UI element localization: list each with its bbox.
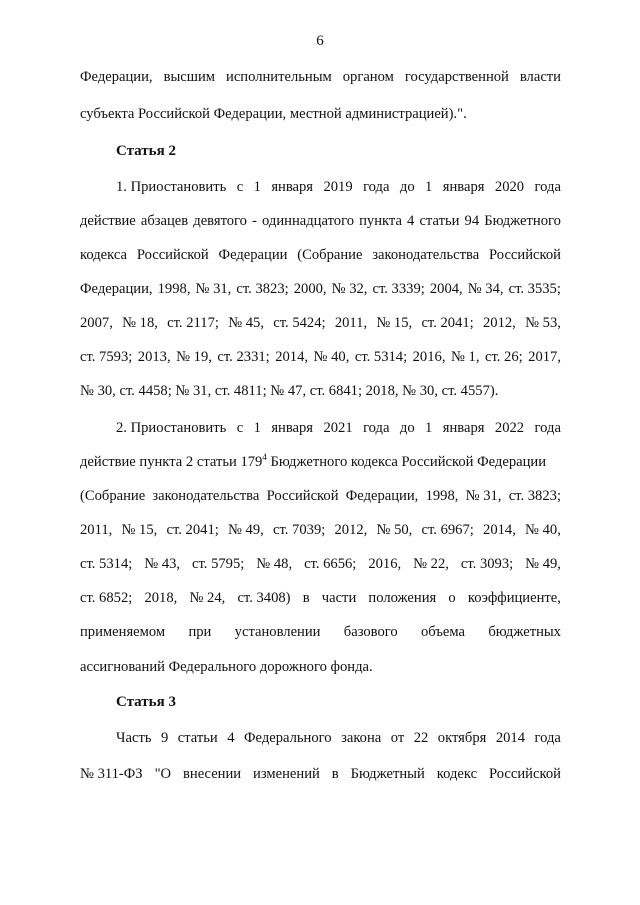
word: 2014 <box>495 730 525 746</box>
word: Федерации, <box>80 69 153 85</box>
word: 9 <box>160 730 169 746</box>
word: Российской <box>489 247 561 263</box>
word: № 43, <box>144 556 181 572</box>
word: законодательства <box>152 488 260 504</box>
word: применяемом <box>80 624 166 640</box>
paragraph-line <box>80 520 561 540</box>
word: ст. 6967; <box>421 522 474 538</box>
word: 1 <box>253 179 261 195</box>
word: года <box>363 179 390 195</box>
word: года <box>534 179 561 195</box>
word: января <box>442 179 485 195</box>
word: органом <box>342 69 394 85</box>
word: № 18, <box>122 315 158 331</box>
word: ст. 2041; <box>166 522 219 538</box>
word: января <box>271 179 314 195</box>
text-fragment: Бюджетного кодекса Российской Федерации <box>266 454 547 470</box>
word: № 48, <box>256 556 293 572</box>
word: ст. 2117; <box>167 315 219 331</box>
word: ст. 2041; <box>421 315 474 331</box>
word: 2018, <box>144 590 178 606</box>
word: года <box>363 420 390 436</box>
word: 1 <box>425 179 433 195</box>
word: власти <box>519 69 561 85</box>
word: девятого <box>193 213 247 229</box>
paragraph-line: № 30, ст. 4458; № 31, ст. 4811; № 47, ст. 6841; 2018, № 30, ст. 4557). <box>80 383 499 399</box>
word: 1. Приостановить <box>116 179 227 195</box>
word: - <box>252 213 257 229</box>
word: части <box>321 590 357 606</box>
word: № 22, <box>413 556 449 572</box>
word: ст. 2331; <box>217 349 270 365</box>
word: 2020 <box>494 179 525 195</box>
word: одиннадцатого <box>262 213 354 229</box>
word: ст. 5314; <box>80 556 133 572</box>
paragraph-line <box>116 728 561 748</box>
paragraph-line <box>80 211 561 231</box>
paragraph-line <box>80 347 561 367</box>
word: Федерации <box>218 247 288 263</box>
word: ст. 7039; <box>273 522 326 538</box>
word: до <box>399 420 415 436</box>
word: с <box>236 179 244 195</box>
word: кодекса <box>80 247 127 263</box>
word: 2016, <box>412 349 446 365</box>
word: 2011, <box>334 315 368 331</box>
word: № 49, <box>227 522 264 538</box>
word: при <box>188 624 212 640</box>
paragraph-line <box>80 313 561 333</box>
page-number: 6 <box>316 33 324 49</box>
word: № 40, <box>313 349 350 365</box>
word: 2021 <box>323 420 353 436</box>
word: 2012, <box>334 522 368 538</box>
word: 1 <box>425 420 433 436</box>
word: (Собрание <box>297 247 363 263</box>
word: ст. 3823; <box>236 281 289 297</box>
word: внесении <box>183 766 242 782</box>
paragraph-line <box>80 67 561 87</box>
word: Российской <box>489 766 561 782</box>
word: 4 <box>407 213 415 229</box>
word: положения <box>368 590 437 606</box>
word: № 50, <box>376 522 413 538</box>
word: ст. 6852; <box>80 590 133 606</box>
paragraph-line <box>80 588 561 608</box>
word: № 32, <box>331 281 368 297</box>
word: № 31, <box>195 281 232 297</box>
word: ст. 5424; <box>273 315 326 331</box>
word: ст. 6656; <box>304 556 357 572</box>
word: закона <box>341 730 382 746</box>
word: 22 <box>413 730 429 746</box>
word: Часть <box>116 730 152 746</box>
word: статьи <box>177 730 218 746</box>
word: базового <box>343 624 398 640</box>
word: 2014, <box>275 349 309 365</box>
word: 2. Приостановить <box>116 420 227 436</box>
word: января <box>271 420 314 436</box>
word: ст. 3408) <box>237 590 291 606</box>
word: законодательства <box>372 247 480 263</box>
word: № 24, <box>189 590 226 606</box>
word: ст. 3339; <box>372 281 425 297</box>
word: о <box>448 590 456 606</box>
paragraph-line <box>80 279 561 299</box>
word: ст. 3535; <box>508 281 561 297</box>
word: Федерального <box>244 730 332 746</box>
word: № 53, <box>525 315 561 331</box>
word: 1 <box>253 420 261 436</box>
paragraph-line <box>80 622 561 642</box>
word: кодекс <box>436 766 478 782</box>
word: в <box>302 590 310 606</box>
word: 1998, <box>425 488 459 504</box>
word: "О <box>154 766 172 782</box>
word: января <box>442 420 485 436</box>
word: № 15, <box>376 315 413 331</box>
word: 2004, <box>429 281 463 297</box>
word: 2012, <box>482 315 516 331</box>
word: 2019 <box>323 179 353 195</box>
paragraph-line <box>116 418 561 438</box>
paragraph-line <box>80 245 561 265</box>
word: № 49, <box>525 556 561 572</box>
text-fragment: действие пункта 2 статьи 179 <box>80 454 263 470</box>
word: ст. 7593; <box>80 349 133 365</box>
word: 4 <box>227 730 235 746</box>
word: года <box>534 730 561 746</box>
word: года <box>534 420 561 436</box>
paragraph-line <box>80 486 561 506</box>
word: абзацев <box>140 213 189 229</box>
word: объема <box>421 624 465 640</box>
word: 2011, <box>80 522 113 538</box>
word: 1998, <box>157 281 191 297</box>
word: изменений <box>253 766 320 782</box>
word: высшим <box>163 69 216 85</box>
word: бюджетных <box>488 624 561 640</box>
word: № 40, <box>525 522 561 538</box>
word: статьи <box>419 213 460 229</box>
word: коэффициенте, <box>467 590 561 606</box>
word: государственной <box>404 69 509 85</box>
paragraph-line: ассигнований Федерального дорожного фонда. <box>80 659 373 675</box>
word: пункта <box>359 213 402 229</box>
word: № 34, <box>467 281 504 297</box>
word: исполнительным <box>226 69 332 85</box>
word: с <box>236 420 244 436</box>
word: установлении <box>234 624 321 640</box>
word: № 19, <box>176 349 212 365</box>
article-2-heading: Статья 2 <box>116 143 176 159</box>
word: № 311-ФЗ <box>80 766 143 782</box>
word: Бюджетный <box>350 766 425 782</box>
word: ст. 3093; <box>460 556 514 572</box>
word: 94 <box>464 213 480 229</box>
paragraph-line-with-superscript <box>80 452 561 472</box>
article-3-heading: Статья 3 <box>116 694 176 710</box>
word: Федерации, <box>80 281 153 297</box>
word: ст. 5314; <box>354 349 408 365</box>
word: от <box>390 730 405 746</box>
word: № 1, <box>450 349 480 365</box>
word: октября <box>437 730 487 746</box>
word: ст. 26; <box>484 349 523 365</box>
word: действие <box>80 213 136 229</box>
word: Федерации, <box>345 488 419 504</box>
word: 2014, <box>483 522 516 538</box>
word: в <box>331 766 339 782</box>
word: Бюджетного <box>484 213 561 229</box>
word: (Собрание <box>80 488 146 504</box>
paragraph-line <box>80 554 561 574</box>
word: 2007, <box>80 315 113 331</box>
word: до <box>399 179 415 195</box>
word: 2017, <box>528 349 561 365</box>
word: 2022 <box>494 420 525 436</box>
word: № 15, <box>121 522 158 538</box>
word: 2013, <box>137 349 171 365</box>
word: 2016, <box>368 556 402 572</box>
superscript: 4 <box>262 452 267 462</box>
word: ст. 3823; <box>508 488 561 504</box>
word: № 31, <box>465 488 502 504</box>
word: Российской <box>266 488 339 504</box>
paragraph-line: субъекта Российской Федерации, местной администрацией).". <box>80 106 467 122</box>
paragraph-line <box>116 177 561 197</box>
word: № 45, <box>228 315 265 331</box>
word: Российской <box>136 247 209 263</box>
word: 2000, <box>293 281 327 297</box>
word: ст. 5795; <box>192 556 245 572</box>
paragraph-line <box>80 764 561 784</box>
